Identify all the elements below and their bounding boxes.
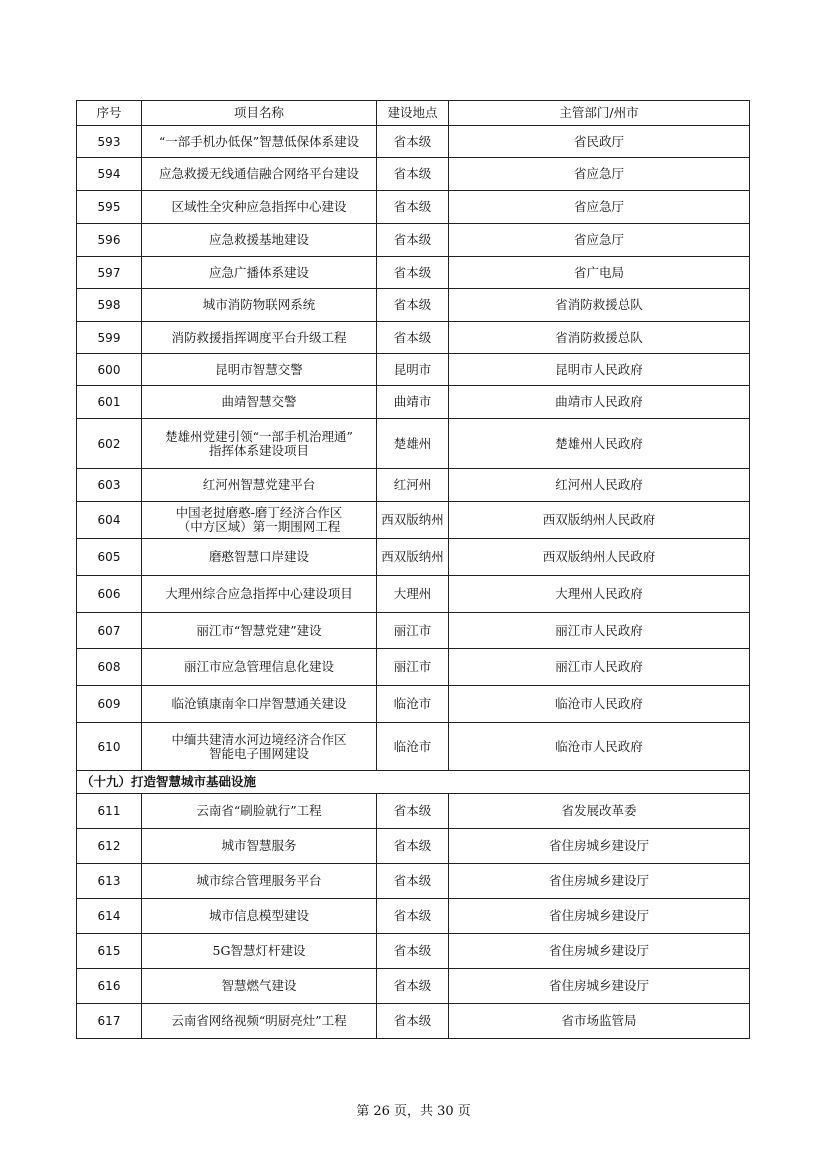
project-name-line: 云南省网络视频“明厨亮灶”工程 xyxy=(171,1013,347,1028)
project-name-line: 丽江市“智慧党建”建设 xyxy=(196,622,322,638)
department-cell: 省发展改革委 xyxy=(449,794,750,829)
row-number: 598 xyxy=(77,289,142,322)
project-name-cell xyxy=(142,539,377,576)
table-row xyxy=(77,794,750,829)
table-row xyxy=(77,934,750,969)
table-header-row xyxy=(77,101,750,126)
department-cell: 省住房城乡建设厅 xyxy=(449,934,750,969)
department-cell: 省消防救援总队 xyxy=(449,289,750,322)
project-name-cell xyxy=(142,723,377,771)
project-name-cell xyxy=(142,864,377,899)
location-cell: 省本级 xyxy=(377,126,449,158)
project-name-line: 中缅共建清水河边境经济合作区 xyxy=(171,731,347,747)
project-name-line: 城市消防物联网系统 xyxy=(202,297,316,312)
location-cell: 省本级 xyxy=(377,969,449,1004)
project-name-cell xyxy=(142,257,377,289)
header-project-name: 项目名称 xyxy=(142,101,377,126)
location-cell: 省本级 xyxy=(377,289,449,322)
department-cell: 临沧市人民政府 xyxy=(449,686,750,723)
row-number: 596 xyxy=(77,224,142,257)
location-cell: 省本级 xyxy=(377,934,449,969)
table-row xyxy=(77,289,750,322)
table-body xyxy=(77,126,750,1039)
project-name-cell xyxy=(142,649,377,686)
row-number: 612 xyxy=(77,829,142,864)
project-name-cell xyxy=(142,969,377,1004)
section-heading-row xyxy=(77,771,750,794)
department-cell: 丽江市人民政府 xyxy=(449,649,750,686)
project-name-line: 消防救援指挥调度平台升级工程 xyxy=(171,329,347,345)
row-number: 613 xyxy=(77,864,142,899)
department-cell: 丽江市人民政府 xyxy=(449,613,750,649)
row-number: 615 xyxy=(77,934,142,969)
department-cell: 省民政厅 xyxy=(449,126,750,158)
header-location: 建设地点 xyxy=(377,101,449,126)
department-cell: 省住房城乡建设厅 xyxy=(449,864,750,899)
table-row xyxy=(77,386,750,419)
row-number: 594 xyxy=(77,158,142,191)
location-cell: 省本级 xyxy=(377,829,449,864)
project-name-line: 应急广播体系建设 xyxy=(208,264,309,280)
project-name-line: 指挥体系建设项目 xyxy=(208,442,309,458)
project-name-cell xyxy=(142,899,377,934)
department-cell: 省住房城乡建设厅 xyxy=(449,899,750,934)
project-name-line: 磨憨智慧口岸建设 xyxy=(208,549,309,564)
project-name-line: 城市智慧服务 xyxy=(221,838,297,853)
table-row xyxy=(77,224,750,257)
project-name-cell xyxy=(142,469,377,502)
location-cell: 省本级 xyxy=(377,1004,449,1039)
location-cell: 红河州 xyxy=(377,469,449,502)
table-row xyxy=(77,864,750,899)
project-name-line: 昆明市智慧交警 xyxy=(215,361,303,377)
location-cell: 丽江市 xyxy=(377,649,449,686)
table-row xyxy=(77,539,750,576)
project-name-line: 区域性全灾种应急指挥中心建设 xyxy=(171,199,347,214)
project-name-cell xyxy=(142,829,377,864)
project-name-cell xyxy=(142,934,377,969)
table-row xyxy=(77,469,750,502)
row-number: 608 xyxy=(77,649,142,686)
location-cell: 省本级 xyxy=(377,322,449,354)
location-cell: 西双版纳州 xyxy=(377,502,449,539)
row-number: 611 xyxy=(77,794,142,829)
department-cell: 省应急厅 xyxy=(449,158,750,191)
table-row xyxy=(77,686,750,723)
row-number: 614 xyxy=(77,899,142,934)
table-row xyxy=(77,1004,750,1039)
project-name-line: 应急救援基地建设 xyxy=(208,232,309,247)
project-name-cell xyxy=(142,224,377,257)
table-row xyxy=(77,419,750,469)
header-department: 主管部门/州市 xyxy=(449,101,750,126)
header-no: 序号 xyxy=(77,101,142,126)
table-row xyxy=(77,126,750,158)
location-cell: 大理州 xyxy=(377,576,449,613)
row-number: 605 xyxy=(77,539,142,576)
project-name-cell xyxy=(142,289,377,322)
project-name-line: 云南省“刷脸就行”工程 xyxy=(196,803,322,818)
project-name-line: 智慧燃气建设 xyxy=(221,978,297,993)
table-row xyxy=(77,969,750,1004)
department-cell: 昆明市人民政府 xyxy=(449,354,750,386)
row-number: 616 xyxy=(77,969,142,1004)
project-name-line: 楚雄州党建引领“一部手机治理通” xyxy=(165,428,353,444)
row-number: 606 xyxy=(77,576,142,613)
department-cell: 省广电局 xyxy=(449,257,750,289)
department-cell: 西双版纳州人民政府 xyxy=(449,539,750,576)
location-cell: 省本级 xyxy=(377,191,449,224)
project-name-line: “一部手机办低保”智慧低保体系建设 xyxy=(158,133,360,149)
department-cell: 省住房城乡建设厅 xyxy=(449,829,750,864)
project-name-line: 5G智慧灯杆建设 xyxy=(212,943,306,958)
table-row xyxy=(77,723,750,771)
project-name-line: 临沧镇康南伞口岸智慧通关建设 xyxy=(171,696,347,711)
project-name-cell xyxy=(142,191,377,224)
department-cell: 大理州人民政府 xyxy=(449,576,750,613)
project-name-cell xyxy=(142,576,377,613)
row-number: 599 xyxy=(77,322,142,354)
row-number: 604 xyxy=(77,502,142,539)
row-number: 600 xyxy=(77,354,142,386)
location-cell: 临沧市 xyxy=(377,686,449,723)
location-cell: 临沧市 xyxy=(377,723,449,771)
row-number: 603 xyxy=(77,469,142,502)
project-name-cell xyxy=(142,1004,377,1039)
location-cell: 昆明市 xyxy=(377,354,449,386)
department-cell: 红河州人民政府 xyxy=(449,469,750,502)
department-cell: 省应急厅 xyxy=(449,191,750,224)
department-cell: 省住房城乡建设厅 xyxy=(449,969,750,1004)
table-row xyxy=(77,322,750,354)
project-name-line: 曲靖智慧交警 xyxy=(221,394,297,409)
department-cell: 曲靖市人民政府 xyxy=(449,386,750,419)
project-name-cell xyxy=(142,354,377,386)
location-cell: 省本级 xyxy=(377,864,449,899)
location-cell: 丽江市 xyxy=(377,613,449,649)
project-name-line: 中国老挝磨憨-磨丁经济合作区 xyxy=(175,505,343,520)
table-row xyxy=(77,502,750,539)
department-cell: 西双版纳州人民政府 xyxy=(449,502,750,539)
project-name-cell xyxy=(142,158,377,191)
project-name-line: 智能电子围网建设 xyxy=(208,745,309,761)
department-cell: 楚雄州人民政府 xyxy=(449,419,750,469)
project-name-cell xyxy=(142,686,377,723)
project-name-cell xyxy=(142,126,377,158)
department-cell: 省市场监管局 xyxy=(449,1004,750,1039)
location-cell: 省本级 xyxy=(377,257,449,289)
project-name-cell xyxy=(142,502,377,539)
table-row xyxy=(77,257,750,289)
location-cell: 楚雄州 xyxy=(377,419,449,469)
table-row xyxy=(77,354,750,386)
project-name-line: 城市信息模型建设 xyxy=(208,908,309,923)
project-name-line: 城市综合管理服务平台 xyxy=(196,873,322,888)
location-cell: 曲靖市 xyxy=(377,386,449,419)
location-cell: 省本级 xyxy=(377,158,449,191)
table-row xyxy=(77,613,750,649)
project-name-line: 红河州智慧党建平台 xyxy=(202,477,316,492)
page-footer: 第 26 页，共 30 页 xyxy=(356,1104,471,1119)
table-row xyxy=(77,649,750,686)
department-cell: 省消防救援总队 xyxy=(449,322,750,354)
project-name-cell xyxy=(142,419,377,469)
department-cell: 临沧市人民政府 xyxy=(449,723,750,771)
project-name-line: 丽江市应急管理信息化建设 xyxy=(183,659,334,674)
project-name-cell xyxy=(142,613,377,649)
project-table xyxy=(76,100,750,1039)
location-cell: 省本级 xyxy=(377,794,449,829)
project-name-line: 应急救援无线通信融合网络平台建设 xyxy=(158,166,359,181)
row-number: 595 xyxy=(77,191,142,224)
row-number: 617 xyxy=(77,1004,142,1039)
location-cell: 省本级 xyxy=(377,899,449,934)
table-row xyxy=(77,899,750,934)
location-cell: 西双版纳州 xyxy=(377,539,449,576)
project-name-cell xyxy=(142,386,377,419)
section-heading: （十九）打造智慧城市基础设施 xyxy=(77,771,750,794)
table-row xyxy=(77,158,750,191)
project-name-cell xyxy=(142,322,377,354)
table-row xyxy=(77,829,750,864)
project-name-line: （中方区域）第一期围网工程 xyxy=(177,519,341,534)
location-cell: 省本级 xyxy=(377,224,449,257)
table-row xyxy=(77,576,750,613)
row-number: 607 xyxy=(77,613,142,649)
row-number: 593 xyxy=(77,126,142,158)
row-number: 601 xyxy=(77,386,142,419)
row-number: 602 xyxy=(77,419,142,469)
row-number: 609 xyxy=(77,686,142,723)
project-name-line: 大理州综合应急指挥中心建设项目 xyxy=(165,586,353,601)
department-cell: 省应急厅 xyxy=(449,224,750,257)
project-name-cell xyxy=(142,794,377,829)
table-row xyxy=(77,191,750,224)
row-number: 597 xyxy=(77,257,142,289)
row-number: 610 xyxy=(77,723,142,771)
